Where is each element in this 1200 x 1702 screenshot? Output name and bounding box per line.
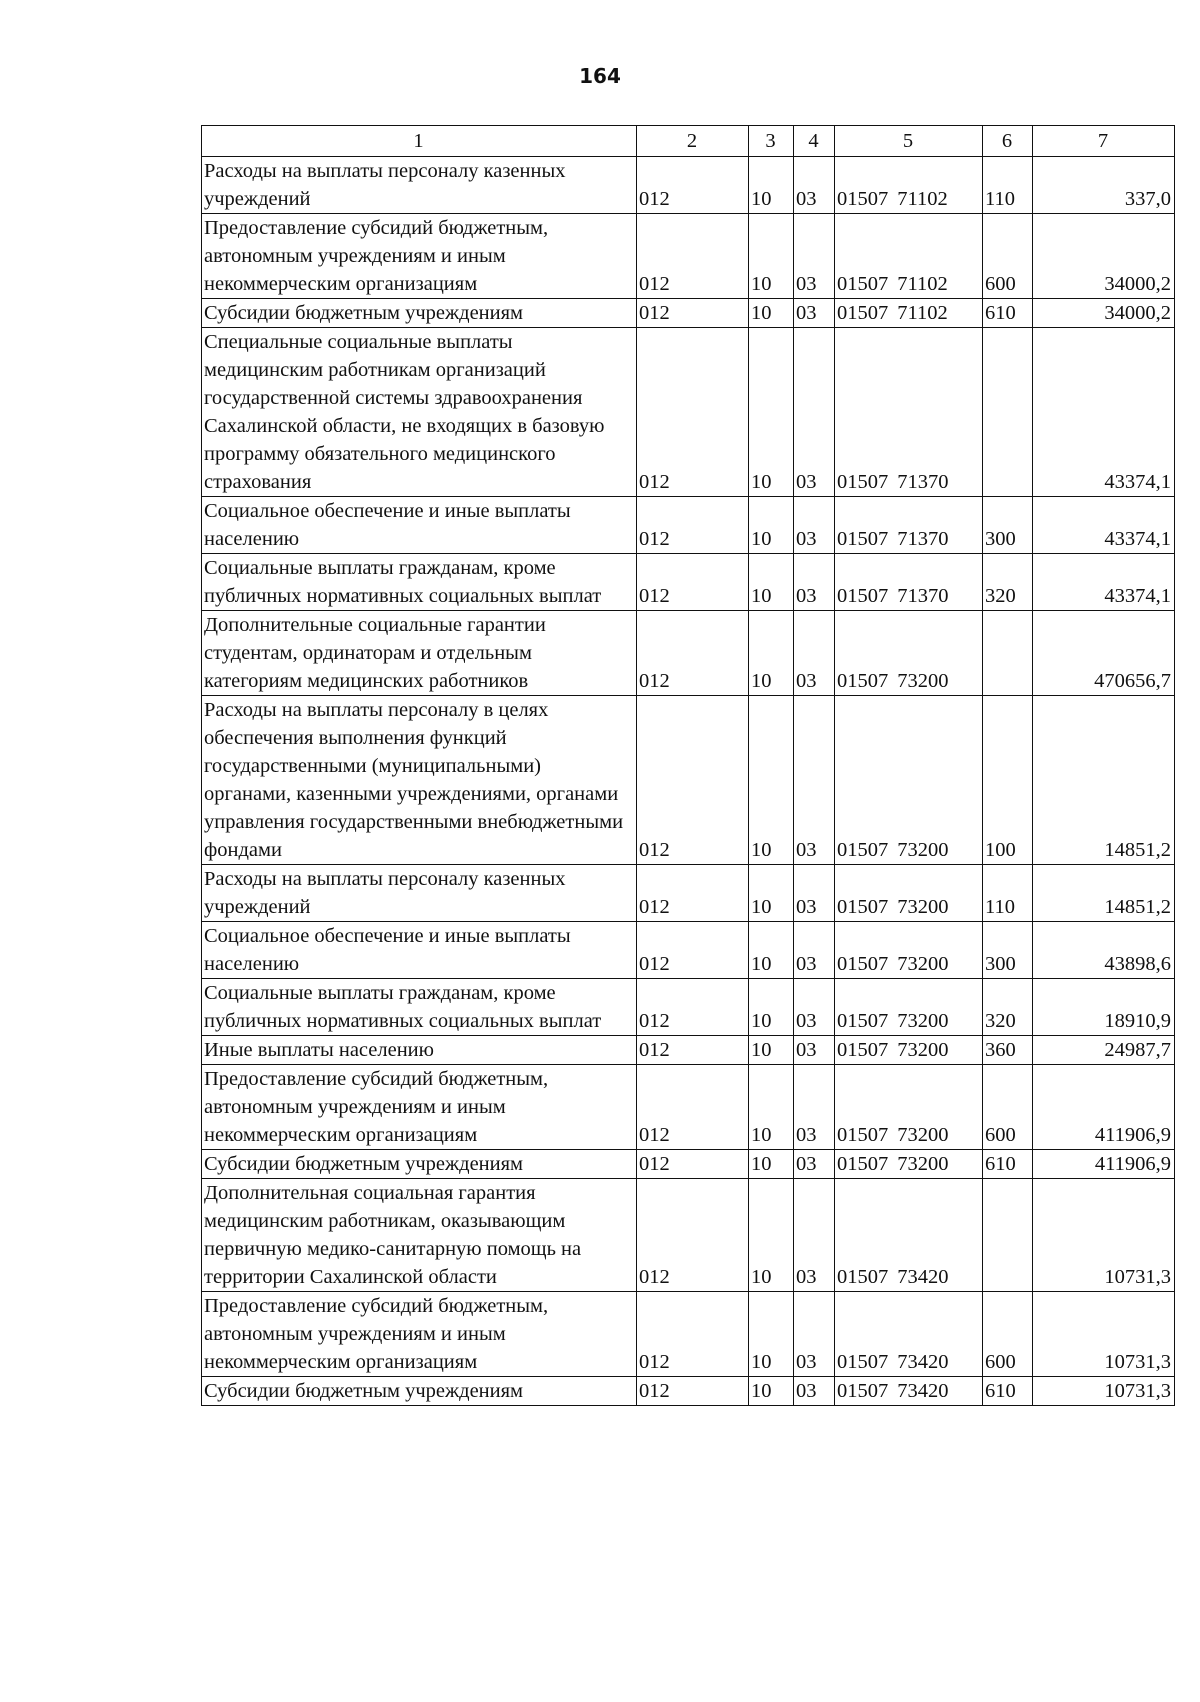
department-code-cell: 012 xyxy=(637,865,749,922)
table-body xyxy=(202,157,1175,1406)
department-code-cell: 012 xyxy=(637,1150,749,1179)
target-article-direction: 73420 xyxy=(897,1380,949,1402)
expense-type-cell: 600 xyxy=(983,214,1033,299)
expense-name-cell: Предоставление субсидий бюджетным, автономным учреждениям и иным некоммерческим организациям xyxy=(202,1292,637,1377)
target-article-program: 01507 xyxy=(837,1124,889,1146)
expense-name-cell: Предоставление субсидий бюджетным, автономным учреждениям и иным некоммерческим организациям xyxy=(202,214,637,299)
column-header: 6 xyxy=(983,126,1033,157)
expense-type-cell: 600 xyxy=(983,1292,1033,1377)
expense-type-cell: 320 xyxy=(983,979,1033,1036)
target-article-direction: 71102 xyxy=(897,188,948,210)
expense-name-cell: Социальные выплаты гражданам, кроме публичных нормативных социальных выплат xyxy=(202,979,637,1036)
target-article-direction: 73420 xyxy=(897,1351,949,1373)
subsection-code-cell: 03 xyxy=(794,696,835,865)
amount-cell: 470656,7 xyxy=(1033,611,1175,696)
amount-cell: 43374,1 xyxy=(1033,328,1175,497)
section-code-cell: 10 xyxy=(749,979,794,1036)
expense-type-cell: 610 xyxy=(983,1150,1033,1179)
table-row xyxy=(202,1292,1175,1377)
column-header: 7 xyxy=(1033,126,1175,157)
expense-name-cell: Предоставление субсидий бюджетным, автономным учреждениям и иным некоммерческим организациям xyxy=(202,1065,637,1150)
target-article-direction: 73200 xyxy=(897,1039,949,1061)
target-article-direction: 73200 xyxy=(897,839,949,861)
target-article-direction: 71370 xyxy=(897,585,949,607)
expense-name-cell: Специальные социальные выплаты медицинским работникам организаций государственной системы здравоохранения Сахалинской области, не входящих в базовую программу обязательного медицинского страхования xyxy=(202,328,637,497)
budget-table xyxy=(201,125,1175,1406)
table-row xyxy=(202,922,1175,979)
subsection-code-cell: 03 xyxy=(794,157,835,214)
subsection-code-cell: 03 xyxy=(794,1179,835,1292)
target-article-direction: 71102 xyxy=(897,273,948,295)
expense-name-cell: Субсидии бюджетным учреждениям xyxy=(202,1150,637,1179)
target-article-direction: 73200 xyxy=(897,1124,949,1146)
department-code-cell: 012 xyxy=(637,214,749,299)
table-row xyxy=(202,1036,1175,1065)
target-article-direction: 73420 xyxy=(897,1266,949,1288)
expense-type-cell xyxy=(983,328,1033,497)
table-row xyxy=(202,157,1175,214)
expense-type-cell xyxy=(983,1179,1033,1292)
subsection-code-cell: 03 xyxy=(794,1065,835,1150)
department-code-cell: 012 xyxy=(637,1179,749,1292)
page-number: 164 xyxy=(579,64,621,88)
amount-cell: 43898,6 xyxy=(1033,922,1175,979)
target-article-program: 01507 xyxy=(837,585,889,607)
table-row xyxy=(202,299,1175,328)
target-article-program: 01507 xyxy=(837,1010,889,1032)
target-article-program: 01507 xyxy=(837,1351,889,1373)
amount-cell: 14851,2 xyxy=(1033,865,1175,922)
expense-type-cell: 610 xyxy=(983,1377,1033,1406)
expense-name-cell: Иные выплаты населению xyxy=(202,1036,637,1065)
table-row xyxy=(202,1065,1175,1150)
subsection-code-cell: 03 xyxy=(794,328,835,497)
subsection-code-cell: 03 xyxy=(794,979,835,1036)
target-article-program: 01507 xyxy=(837,471,889,493)
amount-cell: 43374,1 xyxy=(1033,554,1175,611)
expense-type-cell: 320 xyxy=(983,554,1033,611)
section-code-cell: 10 xyxy=(749,328,794,497)
subsection-code-cell: 03 xyxy=(794,299,835,328)
target-article-cell xyxy=(835,1179,983,1292)
target-article-cell xyxy=(835,1377,983,1406)
amount-cell: 411906,9 xyxy=(1033,1065,1175,1150)
expense-name-cell: Дополнительные социальные гарантии студентам, ординаторам и отдельным категориям медицинских работников xyxy=(202,611,637,696)
subsection-code-cell: 03 xyxy=(794,611,835,696)
section-code-cell: 10 xyxy=(749,1179,794,1292)
table-row xyxy=(202,696,1175,865)
section-code-cell: 10 xyxy=(749,299,794,328)
section-code-cell: 10 xyxy=(749,554,794,611)
section-code-cell: 10 xyxy=(749,865,794,922)
section-code-cell: 10 xyxy=(749,1377,794,1406)
target-article-direction: 73200 xyxy=(897,670,949,692)
expense-type-cell: 610 xyxy=(983,299,1033,328)
column-header: 5 xyxy=(835,126,983,157)
subsection-code-cell: 03 xyxy=(794,214,835,299)
target-article-cell xyxy=(835,1036,983,1065)
target-article-cell xyxy=(835,922,983,979)
target-article-program: 01507 xyxy=(837,896,889,918)
section-code-cell: 10 xyxy=(749,922,794,979)
expense-name-cell: Расходы на выплаты персоналу казенных учреждений xyxy=(202,157,637,214)
target-article-direction: 73200 xyxy=(897,1010,949,1032)
department-code-cell: 012 xyxy=(637,1292,749,1377)
target-article-direction: 71370 xyxy=(897,528,949,550)
expense-type-cell xyxy=(983,611,1033,696)
amount-cell: 18910,9 xyxy=(1033,979,1175,1036)
expense-type-cell: 300 xyxy=(983,497,1033,554)
amount-cell: 14851,2 xyxy=(1033,696,1175,865)
department-code-cell: 012 xyxy=(637,328,749,497)
department-code-cell: 012 xyxy=(637,299,749,328)
target-article-program: 01507 xyxy=(837,1266,889,1288)
subsection-code-cell: 03 xyxy=(794,497,835,554)
department-code-cell: 012 xyxy=(637,1377,749,1406)
target-article-direction: 71102 xyxy=(897,302,948,324)
amount-cell: 10731,3 xyxy=(1033,1377,1175,1406)
table-row xyxy=(202,979,1175,1036)
expense-name-cell: Расходы на выплаты персоналу в целях обеспечения выполнения функций государственными (муниципальными) органами, казенными учреждениями, органами управления государственными внебюджетными фондами xyxy=(202,696,637,865)
section-code-cell: 10 xyxy=(749,611,794,696)
department-code-cell: 012 xyxy=(637,1065,749,1150)
target-article-program: 01507 xyxy=(837,953,889,975)
amount-cell: 10731,3 xyxy=(1033,1292,1175,1377)
expense-type-cell: 110 xyxy=(983,157,1033,214)
department-code-cell: 012 xyxy=(637,979,749,1036)
target-article-program: 01507 xyxy=(837,1380,889,1402)
department-code-cell: 012 xyxy=(637,157,749,214)
subsection-code-cell: 03 xyxy=(794,865,835,922)
subsection-code-cell: 03 xyxy=(794,554,835,611)
target-article-cell xyxy=(835,554,983,611)
expense-name-cell: Субсидии бюджетным учреждениям xyxy=(202,299,637,328)
amount-cell: 24987,7 xyxy=(1033,1036,1175,1065)
expense-type-cell: 110 xyxy=(983,865,1033,922)
expense-type-cell: 360 xyxy=(983,1036,1033,1065)
department-code-cell: 012 xyxy=(637,611,749,696)
target-article-direction: 71370 xyxy=(897,471,949,493)
target-article-direction: 73200 xyxy=(897,896,949,918)
target-article-cell xyxy=(835,1150,983,1179)
target-article-cell xyxy=(835,328,983,497)
department-code-cell: 012 xyxy=(637,696,749,865)
section-code-cell: 10 xyxy=(749,1150,794,1179)
expense-name-cell: Расходы на выплаты персоналу казенных учреждений xyxy=(202,865,637,922)
table-row xyxy=(202,1150,1175,1179)
target-article-program: 01507 xyxy=(837,528,889,550)
department-code-cell: 012 xyxy=(637,1036,749,1065)
table-row xyxy=(202,611,1175,696)
section-code-cell: 10 xyxy=(749,157,794,214)
amount-cell: 411906,9 xyxy=(1033,1150,1175,1179)
column-header: 4 xyxy=(794,126,835,157)
subsection-code-cell: 03 xyxy=(794,922,835,979)
target-article-cell xyxy=(835,497,983,554)
amount-cell: 34000,2 xyxy=(1033,214,1175,299)
column-header: 1 xyxy=(202,126,637,157)
amount-cell: 337,0 xyxy=(1033,157,1175,214)
target-article-cell xyxy=(835,865,983,922)
expense-type-cell: 100 xyxy=(983,696,1033,865)
section-code-cell: 10 xyxy=(749,214,794,299)
subsection-code-cell: 03 xyxy=(794,1377,835,1406)
header-row xyxy=(202,126,1175,157)
target-article-program: 01507 xyxy=(837,1039,889,1061)
table-header xyxy=(202,126,1175,157)
target-article-cell xyxy=(835,979,983,1036)
target-article-direction: 73200 xyxy=(897,1153,949,1175)
table-row xyxy=(202,554,1175,611)
amount-cell: 34000,2 xyxy=(1033,299,1175,328)
section-code-cell: 10 xyxy=(749,497,794,554)
section-code-cell: 10 xyxy=(749,1292,794,1377)
section-code-cell: 10 xyxy=(749,1065,794,1150)
target-article-cell xyxy=(835,299,983,328)
subsection-code-cell: 03 xyxy=(794,1036,835,1065)
target-article-cell xyxy=(835,157,983,214)
expense-type-cell: 300 xyxy=(983,922,1033,979)
target-article-cell xyxy=(835,1065,983,1150)
target-article-cell xyxy=(835,696,983,865)
column-header: 3 xyxy=(749,126,794,157)
table-row xyxy=(202,1377,1175,1406)
table-row xyxy=(202,497,1175,554)
target-article-cell xyxy=(835,1292,983,1377)
target-article-program: 01507 xyxy=(837,670,889,692)
target-article-direction: 73200 xyxy=(897,953,949,975)
target-article-program: 01507 xyxy=(837,188,889,210)
department-code-cell: 012 xyxy=(637,922,749,979)
amount-cell: 10731,3 xyxy=(1033,1179,1175,1292)
target-article-cell xyxy=(835,611,983,696)
table-row xyxy=(202,214,1175,299)
target-article-program: 01507 xyxy=(837,839,889,861)
target-article-program: 01507 xyxy=(837,302,889,324)
expense-type-cell: 600 xyxy=(983,1065,1033,1150)
subsection-code-cell: 03 xyxy=(794,1150,835,1179)
expense-name-cell: Социальное обеспечение и иные выплаты населению xyxy=(202,922,637,979)
expense-name-cell: Социальные выплаты гражданам, кроме публичных нормативных социальных выплат xyxy=(202,554,637,611)
column-header: 2 xyxy=(637,126,749,157)
table-row xyxy=(202,865,1175,922)
amount-cell: 43374,1 xyxy=(1033,497,1175,554)
target-article-program: 01507 xyxy=(837,1153,889,1175)
expense-name-cell: Социальное обеспечение и иные выплаты населению xyxy=(202,497,637,554)
target-article-cell xyxy=(835,214,983,299)
section-code-cell: 10 xyxy=(749,696,794,865)
target-article-program: 01507 xyxy=(837,273,889,295)
department-code-cell: 012 xyxy=(637,497,749,554)
subsection-code-cell: 03 xyxy=(794,1292,835,1377)
department-code-cell: 012 xyxy=(637,554,749,611)
expense-name-cell: Субсидии бюджетным учреждениям xyxy=(202,1377,637,1406)
section-code-cell: 10 xyxy=(749,1036,794,1065)
expense-name-cell: Дополнительная социальная гарантия медицинским работникам, оказывающим первичную медико-санитарную помощь на территории Сахалинской области xyxy=(202,1179,637,1292)
table-row xyxy=(202,328,1175,497)
table-row xyxy=(202,1179,1175,1292)
